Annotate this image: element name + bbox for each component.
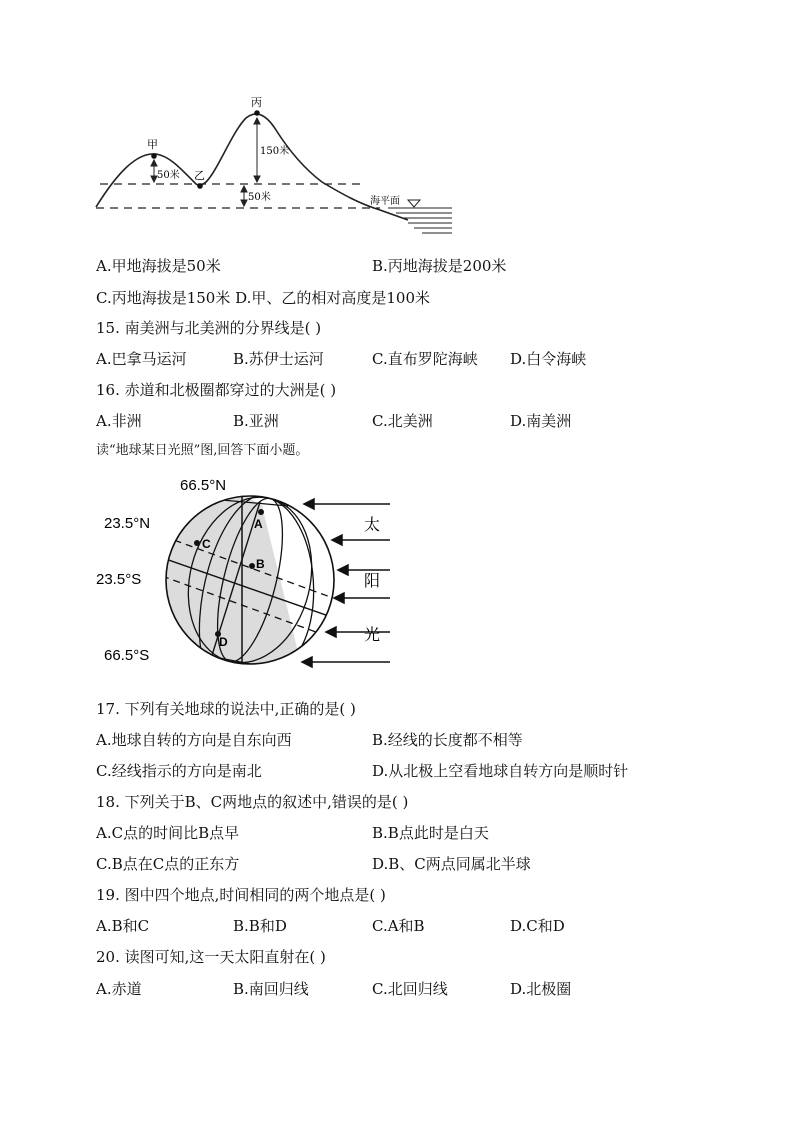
label-665s: 66.5°S — [104, 647, 150, 664]
q19-option-b[interactable]: B.B和D — [233, 917, 287, 935]
sea-level-triangle-icon — [408, 200, 420, 207]
earth-illumination-figure — [92, 472, 398, 682]
point-bing — [254, 110, 260, 116]
point-c — [194, 540, 200, 546]
q18-option-b[interactable]: B.B点此时是白天 — [372, 824, 489, 842]
q15-stem: 15. 南美洲与北美洲的分界线是( ) — [96, 319, 322, 337]
label-bing: 丙 — [251, 96, 262, 109]
q18-option-a[interactable]: A.C点的时间比B点早 — [96, 824, 240, 842]
point-yi — [197, 183, 203, 189]
q15-option-a[interactable]: A.巴拿马运河 — [96, 350, 187, 368]
q15-option-c[interactable]: C.直布罗陀海峡 — [372, 350, 478, 368]
q14-option-cd[interactable]: C.丙地海拔是150米 D.甲、乙的相对高度是100米 — [96, 289, 431, 307]
q16-option-d[interactable]: D.南美洲 — [510, 412, 572, 430]
q17-stem: 17. 下列有关地球的说法中,正确的是( ) — [96, 700, 356, 718]
label-50m-jia: 50米 — [157, 170, 180, 181]
label-150m: 150米 — [260, 146, 290, 157]
q18-option-c[interactable]: C.B点在C点的正东方 — [96, 855, 240, 873]
label-50m-base: 50米 — [248, 192, 271, 203]
q18-stem: 18. 下列关于B、C两地点的叙述中,错误的是( ) — [96, 793, 409, 811]
label-235n: 23.5°N — [104, 515, 151, 532]
q16-option-a[interactable]: A.非洲 — [96, 412, 142, 430]
q17-option-d[interactable]: D.从北极上空看地球自转方向是顺时针 — [372, 762, 629, 780]
point-a — [258, 509, 264, 515]
point-jia — [151, 153, 157, 159]
label-235s: 23.5°S — [96, 571, 142, 588]
q19-stem: 19. 图中四个地点,时间相同的两个地点是( ) — [96, 886, 386, 904]
q20-option-c[interactable]: C.北回归线 — [372, 980, 448, 998]
q19-option-c[interactable]: C.A和B — [372, 917, 425, 935]
point-b-label: B — [256, 557, 265, 571]
q20-option-d[interactable]: D.北极圈 — [510, 980, 572, 998]
q16-option-b[interactable]: B.亚洲 — [233, 412, 279, 430]
q14-option-a[interactable]: A.甲地海拔是50米 — [96, 257, 221, 275]
q20-option-a[interactable]: A.赤道 — [96, 980, 142, 998]
q17-option-a[interactable]: A.地球自转的方向是自东向西 — [96, 731, 292, 749]
sunlight-label-1: 太 — [364, 515, 381, 534]
q19-option-a[interactable]: A.B和C — [96, 917, 150, 935]
label-jia: 甲 — [147, 138, 158, 151]
height-arrow-base — [241, 186, 247, 206]
elevation-profile-figure — [90, 90, 460, 242]
q14-option-b[interactable]: B.丙地海拔是200米 — [372, 257, 507, 275]
point-d-label: D — [219, 635, 228, 649]
sea-water-lines — [388, 208, 452, 233]
q18-option-d[interactable]: D.B、C两点同属北半球 — [372, 855, 531, 873]
q20-stem: 20. 读图可知,这一天太阳直射在( ) — [96, 948, 326, 966]
q15-option-b[interactable]: B.苏伊士运河 — [233, 350, 324, 368]
label-665n: 66.5°N — [180, 477, 227, 494]
q16-stem: 16. 赤道和北极圈都穿过的大洲是( ) — [96, 381, 337, 399]
point-c-label: C — [202, 537, 211, 551]
terrain-profile-line — [96, 114, 408, 220]
q20-option-b[interactable]: B.南回归线 — [233, 980, 309, 998]
label-yi: 乙 — [194, 169, 205, 182]
point-a-label: A — [254, 517, 263, 531]
q19-option-d[interactable]: D.C和D — [510, 917, 565, 935]
point-b — [249, 563, 255, 569]
q17-option-b[interactable]: B.经线的长度都不相等 — [372, 731, 523, 749]
q17-option-c[interactable]: C.经线指示的方向是南北 — [96, 762, 262, 780]
figure-instruction-note: 读“地球某日光照”图,回答下面小题。 — [96, 443, 309, 458]
q15-option-d[interactable]: D.白令海峡 — [510, 350, 587, 368]
label-sea-level: 海平面 — [370, 196, 400, 207]
sunlight-label-3: 光 — [364, 625, 381, 644]
q16-option-c[interactable]: C.北美洲 — [372, 412, 433, 430]
sunlight-label-2: 阳 — [364, 571, 381, 590]
